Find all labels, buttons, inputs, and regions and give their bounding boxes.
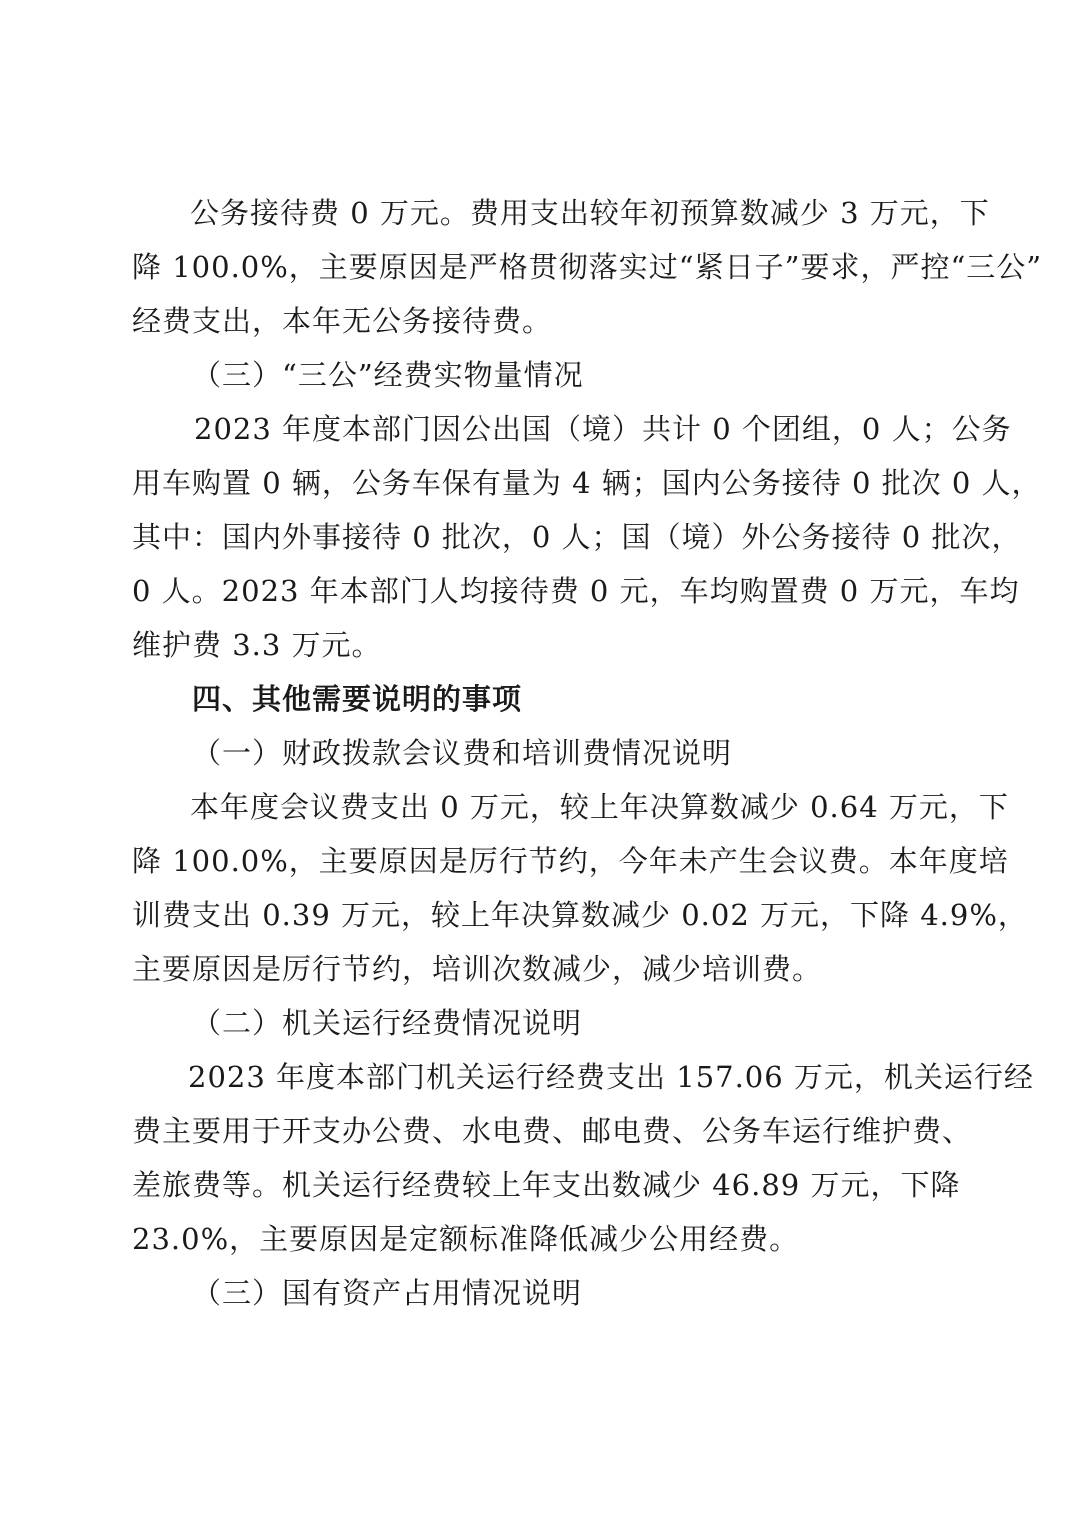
paragraph-line: 降 100.0%，主要原因是严格贯彻落实过“紧日子”要求，严控“三公” [132, 250, 1043, 284]
section-subheading: （三）国有资产占用情况说明 [192, 1276, 583, 1310]
paragraph-line: 用车购置 0 辆，公务车保有量为 4 辆；国内公务接待 0 批次 0 人， [132, 466, 1042, 500]
paragraph-line: 训费支出 0.39 万元，较上年决算数减少 0.02 万元，下降 4.9%， [132, 898, 1028, 932]
section-subheading: （二）机关运行经费情况说明 [192, 1006, 583, 1040]
paragraph-line: 公务接待费 0 万元。费用支出较年初预算数减少 3 万元，下 [190, 196, 990, 230]
paragraph-line: 维护费 3.3 万元。 [132, 628, 382, 662]
paragraph-line: 本年度会议费支出 0 万元，较上年决算数减少 0.64 万元，下 [190, 790, 1009, 824]
paragraph-line: 费主要用于开支办公费、水电费、邮电费、公务车运行维护费、 [132, 1114, 973, 1148]
section-heading: 四、其他需要说明的事项 [192, 682, 523, 716]
paragraph-line: 降 100.0%，主要原因是厉行节约，今年未产生会议费。本年度培 [132, 844, 1009, 878]
paragraph-line: 2023 年度本部门机关运行经费支出 157.06 万元，机关运行经 [188, 1060, 1034, 1094]
section-subheading: （一）财政拨款会议费和培训费情况说明 [192, 736, 733, 770]
paragraph-line: 0 人。2023 年本部门人均接待费 0 元，车均购置费 0 万元，车均 [132, 574, 1020, 608]
paragraph-line: 其中：国内外事接待 0 批次，0 人；国（境）外公务接待 0 批次， [132, 520, 1022, 554]
paragraph-line: 差旅费等。机关运行经费较上年支出数减少 46.89 万元，下降 [132, 1168, 961, 1202]
paragraph-line: 23.0%，主要原因是定额标准降低减少公用经费。 [132, 1222, 800, 1256]
section-subheading: （三）“三公”经费实物量情况 [192, 358, 584, 392]
paragraph-line: 2023 年度本部门因公出国（境）共计 0 个团组，0 人；公务 [194, 412, 1012, 446]
paragraph-line: 经费支出，本年无公务接待费。 [132, 304, 553, 338]
paragraph-line: 主要原因是厉行节约，培训次数减少，减少培训费。 [132, 952, 823, 986]
